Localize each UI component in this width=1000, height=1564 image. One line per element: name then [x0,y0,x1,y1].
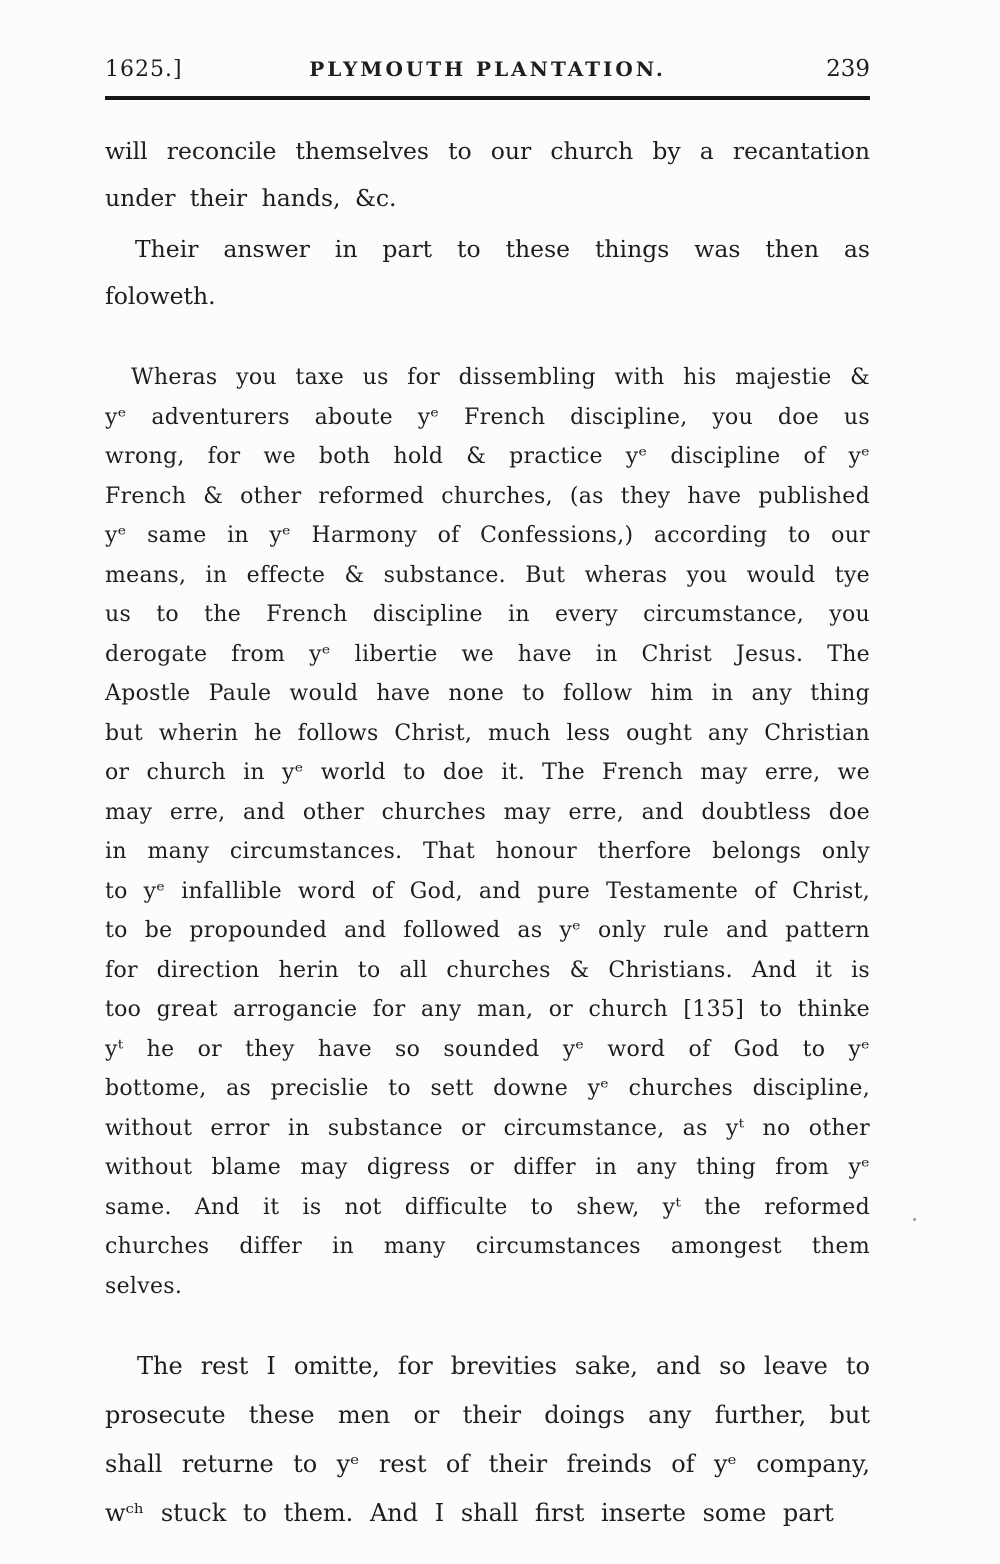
page-title: PLYMOUTH PLANTATION. [309,57,666,81]
paragraph-closing: The rest I omitte, for brevities sake, and so leave to prosecute these men or their doings any further, but shall returne to yᵉ rest of their freinds of yᵉ company, wᶜʰ stuck to them. And I shall first inserte some part [105,1352,870,1527]
paragraph-quoted-answer: Wheras you taxe us for dissembling with his majestie & yᵉ adventurers aboute yᵉ French discipline, you doe us wrong, for we both hold & practice yᵉ discipline of yᵉ French & other reformed churches, (as they have published yᵉ same in yᵉ Harmony of Confessions,) according to our means, in effecte & substance. But wheras you would tye us to the French discipline in every circumstance, you derogate from yᵉ libertie we have in Christ Jesus. The Apostle Paule would have none to follow him in any thing but wherin he follows Christ, much less ought any Christian or church in yᵉ world to doe it. The French may erre, we may erre, and other churches may erre, and doubtless doe in many circumstances. That honour therfore belongs only to yᵉ infallible word of God, and pure Testamente of Christ, to be propounded and followed as yᵉ only rule and pattern for direction herin to all churches & Christians. And it is too great arrogancie for any man, or church [135] to thinke yᵗ he or they have so sounded yᵉ word of God to yᵉ bottome, as precislie to sett downe yᵉ churches discipline, without error in substance or circumstance, as yᵗ no other without blame may digress or differ in any thing from yᵉ same. And it is not difficulte to shew, yᵗ the reformed churches differ in many circumstances amongest them selves. [105,365,870,1299]
header-rule [105,96,870,100]
paragraph-continuation: will reconcile themselves to our church by a recantation under their hands, &c. [105,137,870,212]
page-body [105,128,870,1538]
page-number: 239 [826,56,870,82]
page-content [105,56,870,1538]
paragraph-answer-intro: Their answer in part to these things was then as foloweth. [105,235,870,310]
header-year: 1625.] [105,57,183,82]
page-header [105,56,870,82]
ink-speck [913,1218,916,1221]
